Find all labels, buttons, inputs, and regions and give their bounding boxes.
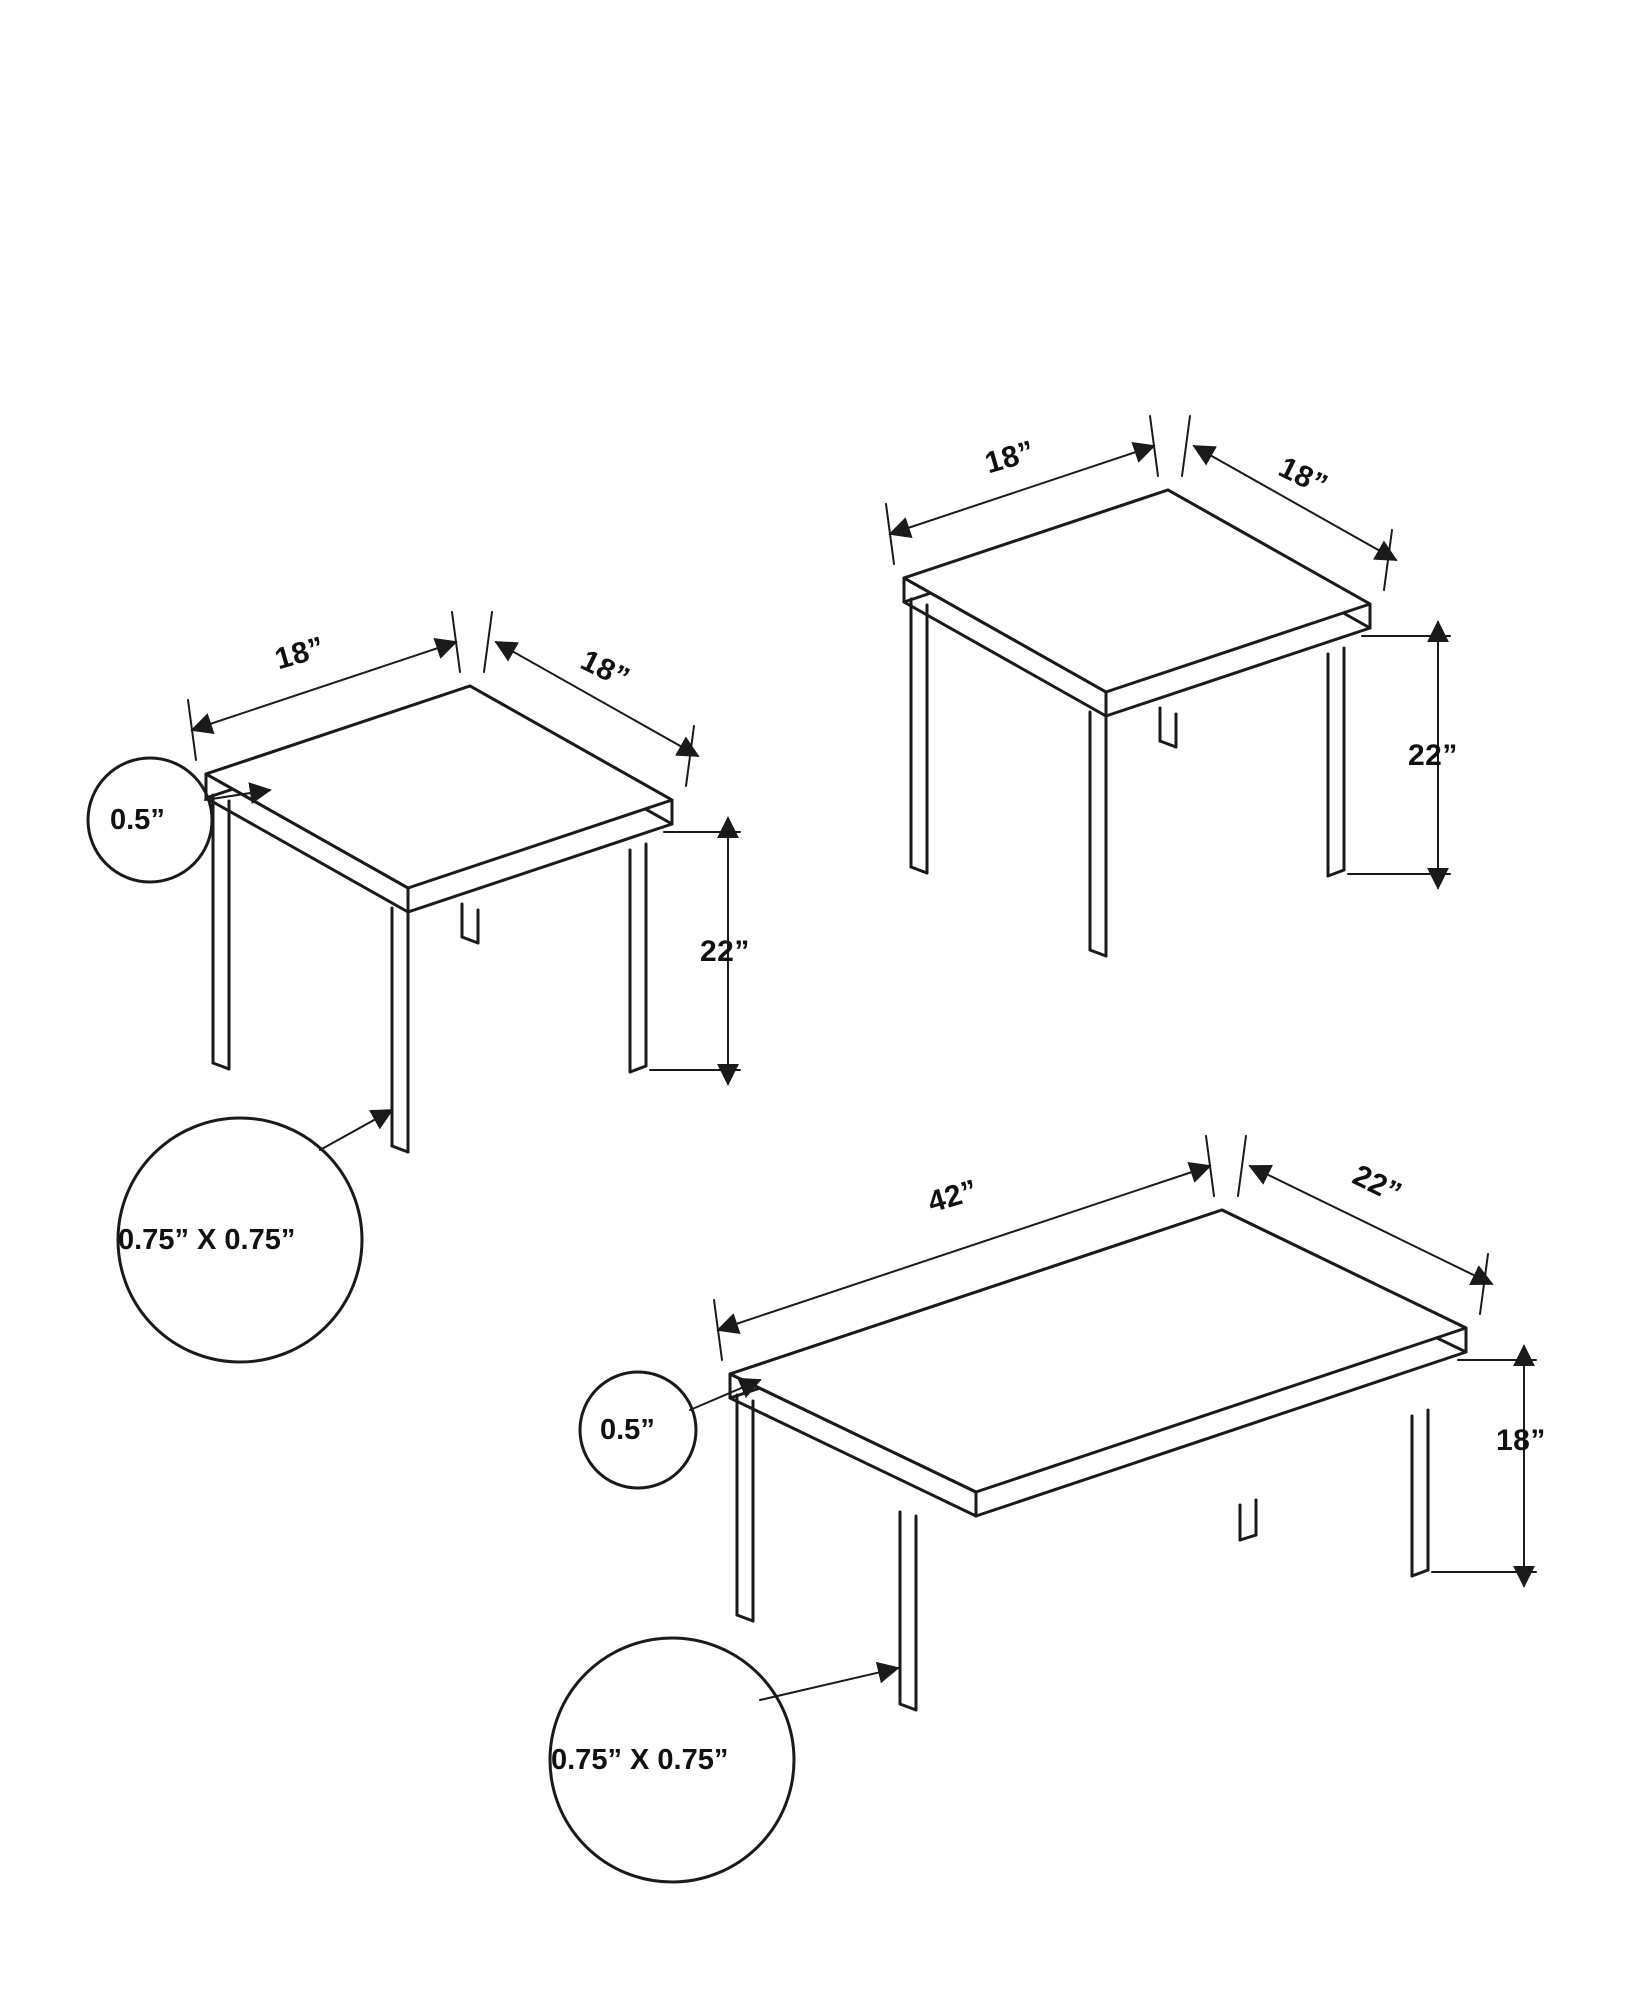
coffee-table-height-label: 18” xyxy=(1496,1424,1546,1457)
end-table-right-depth-label: 18” xyxy=(1273,450,1333,503)
end-table-right-drawing xyxy=(886,416,1450,956)
coffee-table-leg-callout: 0.75” X 0.75” xyxy=(551,1744,729,1776)
end-table-right-width-label: 18” xyxy=(981,434,1039,481)
coffee-table-width-label: 42” xyxy=(924,1173,982,1220)
end-table-left-leg-callout: 0.75” X 0.75” xyxy=(118,1224,296,1256)
end-table-left-depth-label: 18” xyxy=(575,643,635,696)
coffee-table-thickness-callout: 0.5” xyxy=(600,1414,655,1446)
end-table-left-thickness-callout: 0.5” xyxy=(110,804,165,836)
end-table-left-width-label: 18” xyxy=(271,630,329,677)
coffee-table-depth-label: 22” xyxy=(1347,1158,1407,1211)
end-table-right-height-label: 22” xyxy=(1408,739,1458,772)
end-table-left-height-label: 22” xyxy=(700,935,750,968)
